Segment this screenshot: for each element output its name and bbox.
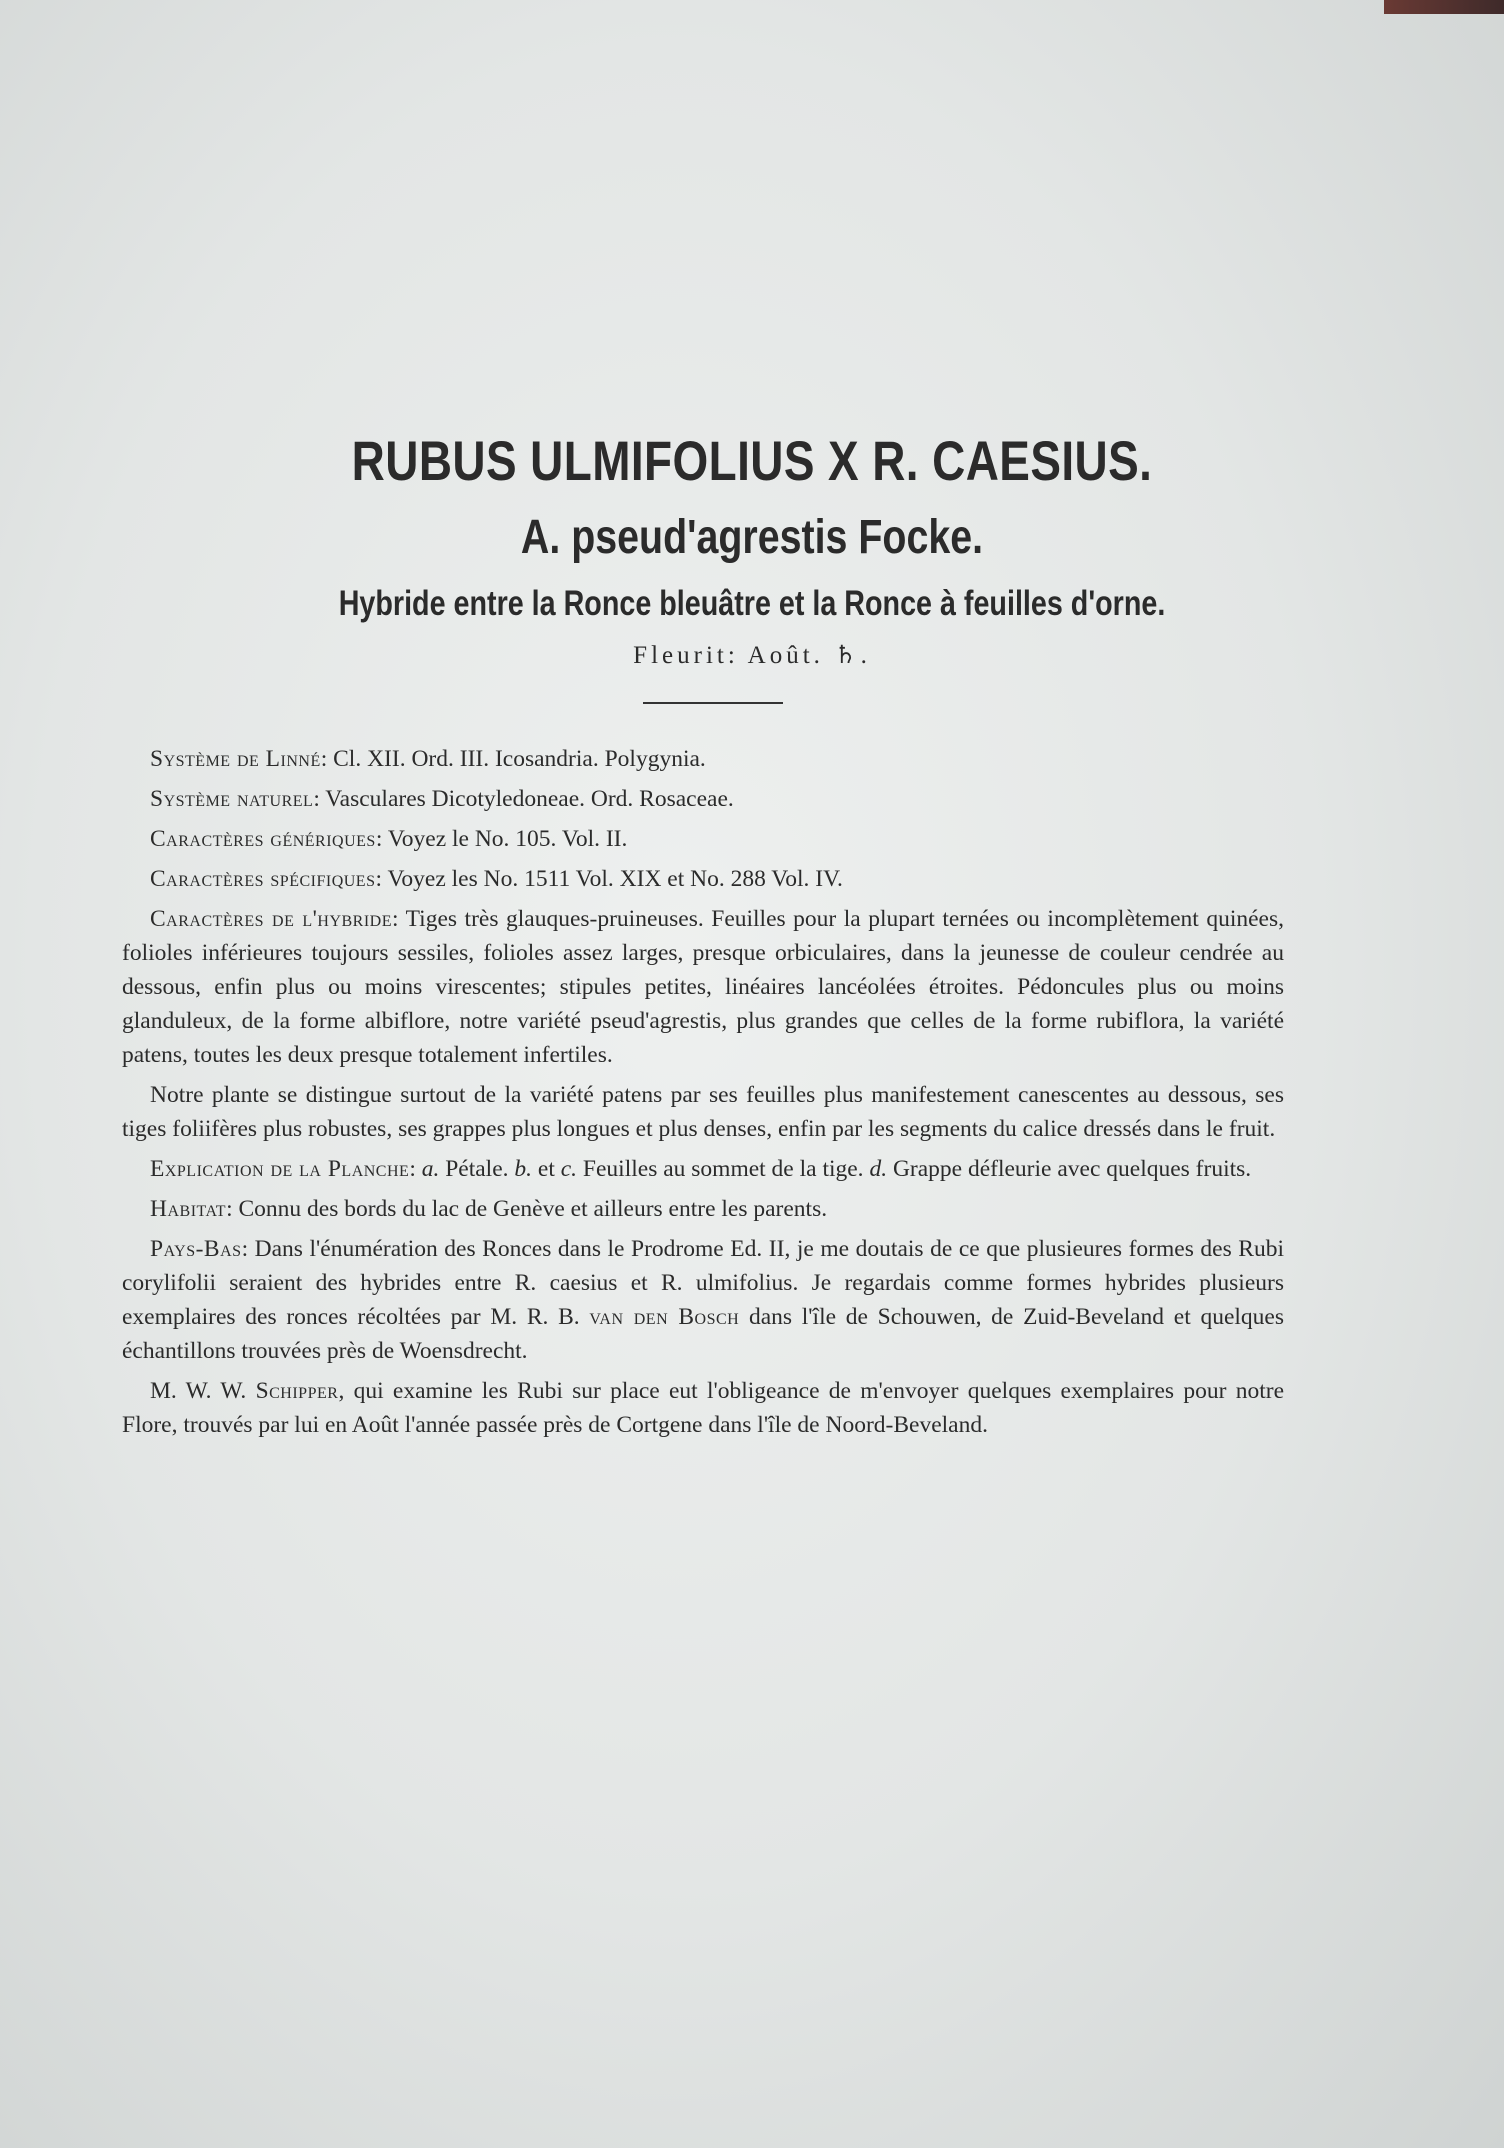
text-hybride: : Tiges très glauques-pruineuses. Feuilles pour la plupart ternées ou incomplètement quinées, folioles inférieures toujours sessiles, folioles assez larges, presque orbiculaires, dans la jeunesse de couleur cendrée au dessous, enfin plus ou moins virescentes; stipules petites, linéaires lancéolées étroites. Pédoncules plus ou moins glanduleux, de la forme albiflore, notre variété pseud'agrestis, plus grandes que celles de la forme rubiflora, la variété patens, toutes les deux presque totalement infertiles. (122, 906, 1284, 1068)
page-edge-binding (1384, 0, 1504, 14)
figure-letter-b: b. (514, 1156, 533, 1182)
paragraph-specifiques (122, 862, 1284, 896)
paragraph-schipper (122, 1374, 1284, 1442)
text-distingue: Notre plante se distingue surtout de la variété patens par ses feuilles plus manifestement canescentes au dessous, ses tiges foliifères plus robustes, ses grappes plus longues et plus denses, enfin par les segments du calice dressés dans le fruit. (122, 1082, 1284, 1142)
paragraph-naturel (122, 782, 1284, 816)
text-explication-sep: : (409, 1156, 422, 1182)
label-linne: Système de Linné (150, 746, 321, 772)
text-paysbas-2: dans l'île de Schouwen, de Zuid-Beveland et quelques échantillons trouvées près de Woensdrecht. (122, 1304, 1284, 1364)
text-explication-3: Feuilles au sommet de la tige. (577, 1156, 870, 1182)
paragraph-habitat (122, 1192, 1284, 1226)
paragraph-generiques (122, 822, 1284, 856)
paragraph-linne (122, 742, 1284, 776)
label-naturel: Système naturel (150, 786, 314, 812)
text-specifiques: : Voyez les No. 1511 Vol. XIX et No. 288 Vol. IV. (375, 866, 843, 892)
hybrid-common-name: Hybride entre la Ronce bleuâtre et la Ronce à feuilles d'orne. (338, 584, 1166, 623)
text-generiques: : Voyez le No. 105. Vol. II. (375, 826, 628, 852)
species-subtitle: A. pseud'agrestis Focke. (520, 511, 984, 564)
paragraph-explication (122, 1152, 1284, 1186)
description-body (122, 742, 1284, 1448)
label-habitat: Habitat (150, 1196, 227, 1222)
flowering-season: Fleurit: Août. ♄. (633, 642, 871, 669)
species-title: RUBUS ULMIFOLIUS X R. CAESIUS. (351, 429, 1153, 492)
label-paysbas: Pays-Bas (150, 1236, 242, 1262)
paragraph-hybride (122, 902, 1284, 1072)
label-generiques: Caractères génériques (150, 826, 376, 852)
text-explication-1: Pétale. (439, 1156, 515, 1182)
label-hybride: Caractères de l'hybride (150, 906, 393, 932)
text-habitat: : Connu des bords du lac de Genève et ailleurs entre les parents. (226, 1196, 828, 1222)
name-van-den-bosch: van den Bosch (589, 1304, 740, 1330)
figure-letter-a: a. (421, 1156, 440, 1182)
text-explication-4: Grappe défleurie avec quelques fruits. (887, 1156, 1252, 1182)
label-explication: Explication de la Planche (150, 1156, 410, 1182)
text-schipper-1: M. W. W. (150, 1378, 256, 1404)
figure-letter-d: d. (869, 1156, 888, 1182)
paragraph-paysbas (122, 1232, 1284, 1368)
paragraph-distingue (122, 1078, 1284, 1146)
text-explication-2: et (532, 1156, 561, 1182)
label-specifiques: Caractères spécifiques (150, 866, 376, 892)
figure-letter-c: c. (560, 1156, 578, 1182)
text-paysbas-1: : Dans l'énumération des Ronces dans le Prodrome Ed. II, je me doutais de ce que plusieures formes des Rubi corylifolii seraient des hybrides entre R. caesius et R. ulmifolius. Je regardais comme formes hybrides plusieurs exemplaires des ronces récoltées par M. R. B. (122, 1236, 1284, 1330)
title-divider (643, 702, 783, 704)
text-naturel: : Vasculares Dicotyledoneae. Ord. Rosaceae. (313, 786, 734, 812)
text-schipper-2: , qui examine les Rubi sur place eut l'obligeance de m'envoyer quelques exemplaires pour notre Flore, trouvés par lui en Août l'année passée près de Cortgene dans l'île de Noord-Beveland. (122, 1378, 1284, 1438)
name-schipper: Schipper (255, 1378, 339, 1404)
text-linne: : Cl. XII. Ord. III. Icosandria. Polygynia. (320, 746, 706, 772)
